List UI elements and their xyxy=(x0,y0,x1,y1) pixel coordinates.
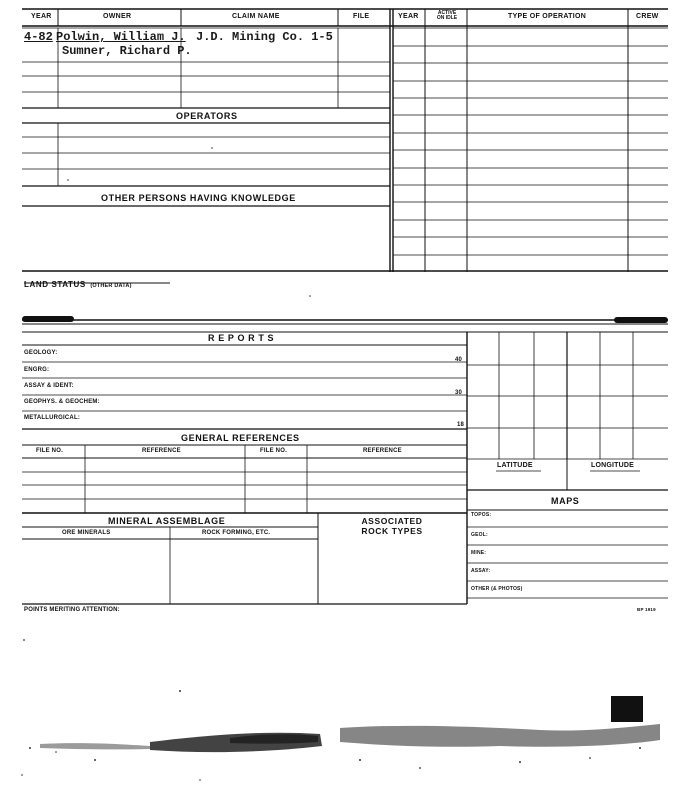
header-file: FILE xyxy=(353,13,370,20)
col-reference-2: REFERENCE xyxy=(363,448,402,454)
maps-other-photos: OTHER (& PHOTOS) xyxy=(471,586,523,592)
header-owner: OWNER xyxy=(103,13,132,20)
report-code-40: 40 xyxy=(455,357,463,363)
operators-title: OPERATORS xyxy=(176,111,238,121)
report-geophys-geochem: GEOPHYS. & GEOCHEM: xyxy=(24,399,100,405)
report-geology: GEOLOGY: xyxy=(24,350,58,356)
entry-year: 4-82 xyxy=(24,30,53,44)
maps-mine: MINE: xyxy=(471,550,487,556)
maps-assay: ASSAY: xyxy=(471,568,491,574)
latitude-label: LATITUDE xyxy=(497,462,533,469)
report-engrg: ENGRG: xyxy=(24,367,50,373)
form-number: BP 1919 xyxy=(637,607,656,612)
other-persons-title: OTHER PERSONS HAVING KNOWLEDGE xyxy=(101,193,296,203)
report-code-18: 18 xyxy=(457,422,465,428)
land-status-title: LAND STATUS xyxy=(24,280,86,289)
reports-title: R E P O R T S xyxy=(208,333,275,343)
report-metallurgical: METALLURGICAL: xyxy=(24,415,81,421)
land-status-sub: (OTHER DATA) xyxy=(90,283,132,289)
mineral-assemblage-title: MINERAL ASSEMBLAGE xyxy=(108,516,226,526)
header-active-on-idle: ACTIVE ON IDLE xyxy=(436,10,458,21)
report-code-30: 30 xyxy=(455,390,463,396)
scan-black-mark xyxy=(611,696,643,722)
entry-owner-2: Sumner, Richard P. xyxy=(62,44,192,58)
header-crew: CREW xyxy=(636,13,659,20)
entry-owner-1: Polwin, William J. xyxy=(56,30,186,44)
maps-topos: TOPOS: xyxy=(471,512,492,518)
header-year-2: YEAR xyxy=(398,13,419,20)
longitude-label: LONGITUDE xyxy=(591,462,635,469)
points-meriting-attention: POINTS MERITING ATTENTION: xyxy=(24,607,120,613)
maps-geol: GEOL: xyxy=(471,532,488,538)
header-claim-name: CLAIM NAME xyxy=(232,13,280,20)
col-reference: REFERENCE xyxy=(142,448,181,454)
rock-forming-label: ROCK FORMING, ETC. xyxy=(202,530,271,536)
entry-claim-name: J.D. Mining Co. 1-5 xyxy=(196,30,333,44)
associated-rock-types-label: ASSOCIATED ROCK TYPES xyxy=(361,516,423,536)
ore-minerals-label: ORE MINERALS xyxy=(62,530,111,536)
col-file-no-2: FILE NO. xyxy=(260,448,287,454)
header-year: YEAR xyxy=(31,13,52,20)
general-references-title: GENERAL REFERENCES xyxy=(181,433,300,443)
report-assay-ident: ASSAY & IDENT: xyxy=(24,383,74,389)
maps-title: MAPS xyxy=(551,496,580,506)
col-file-no: FILE NO. xyxy=(36,448,63,454)
header-type-of-operation: TYPE OF OPERATION xyxy=(508,13,587,20)
